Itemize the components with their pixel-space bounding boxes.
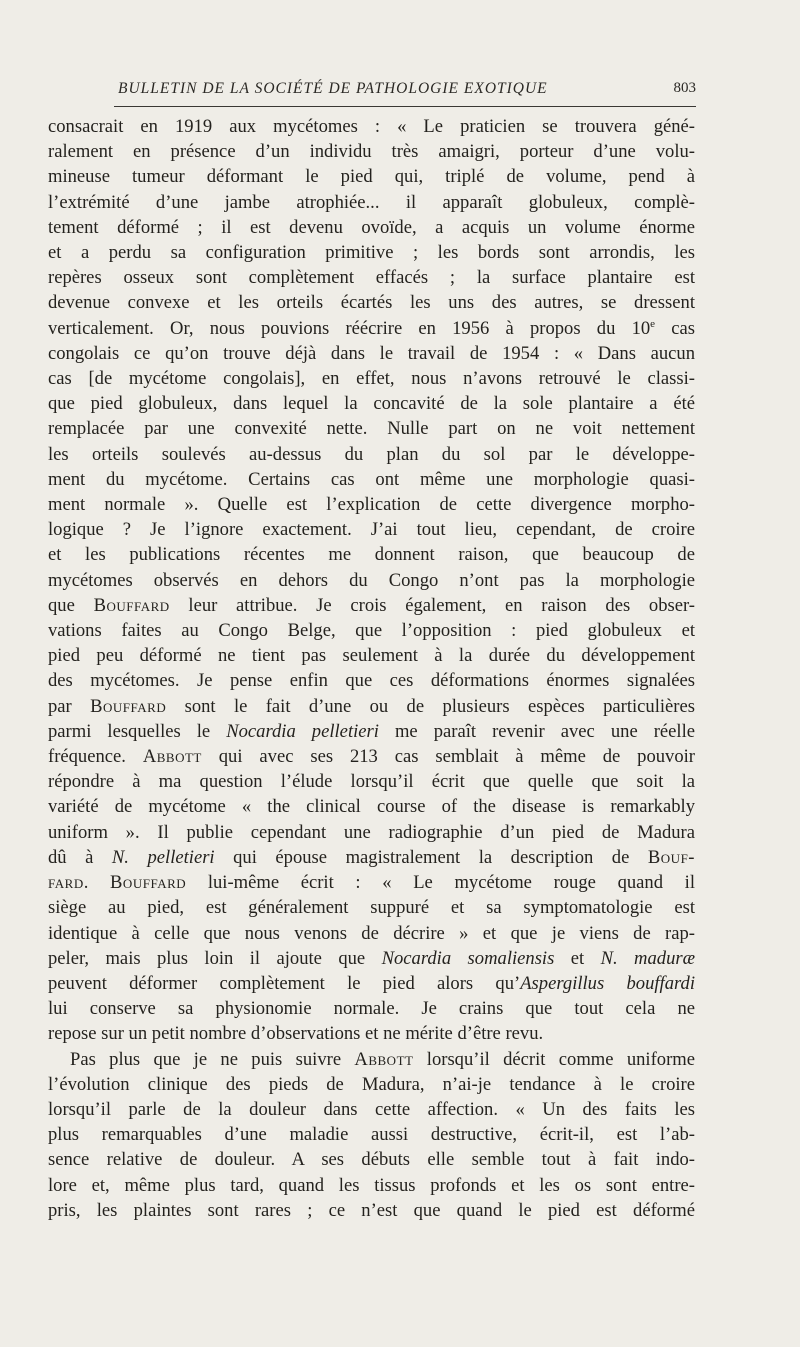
page-number: 803 [673, 80, 696, 96]
running-header [118, 76, 696, 100]
text-line: parmi lesquelles le Nocardia pelletieri me paraît revenir avec une réelle [48, 720, 696, 742]
text-line: ment normale ». Quelle est l’explication de cette divergence morpho- [48, 494, 695, 516]
text-line: verticalement. Or, nous pouvions réécrire en 1956 à propos du 10e cas [48, 317, 695, 339]
text-line: les orteils soulevés au-dessus du plan du sol par le développe- [48, 443, 695, 465]
text-line: repères osseux sont complètement effacés ; la surface plantaire est [48, 267, 695, 289]
text-line: lorsqu’il parle de la douleur dans cette affection. « Un des faits les [48, 1098, 695, 1120]
body-text [48, 114, 695, 1223]
text-line: et a perdu sa configuration primitive ; les bords sont arrondis, les [48, 242, 695, 264]
paragraph-2 [48, 1047, 695, 1223]
species-name: N. pelletieri [111, 846, 215, 868]
species-name: Nocardia pelletieri [226, 720, 379, 742]
text-line: sence relative de douleur. A ses débuts elle semble tout à fait indo- [48, 1149, 695, 1171]
text-line: identique à celle que nous venons de décrire » et que je viens de rap- [48, 922, 695, 944]
text-line: congolais ce qu’on trouve déjà dans le travail de 1954 : « Dans aucun [48, 342, 695, 364]
author-name: Bouffard [110, 872, 187, 894]
author-name: Bouf- [647, 846, 695, 868]
header-rule [114, 106, 696, 107]
text-line: devenue convexe et les orteils écartés les uns des autres, se dressent [48, 292, 695, 314]
text-line: ralement en présence d’un individu très amaigri, porteur d’une volu- [48, 141, 695, 163]
text-line: siège au pied, est généralement suppuré et sa symptomatologie est [48, 897, 695, 919]
text-line: et les publications récentes me donnent raison, que beaucoup de [48, 544, 695, 566]
text-line: remplacée par une convexité nette. Nulle part on ne voit nettement [48, 418, 695, 440]
text-line: répondre à ma question l’élude lorsqu’il écrit que quelle que soit la [48, 771, 695, 793]
text-line: consacrait en 1919 aux mycétomes : « Le praticien se trouvera géné- [48, 116, 695, 137]
text-line: ment du mycétome. Certains cas ont même une morphologie quasi- [48, 468, 695, 490]
text-line: vations faites au Congo Belge, que l’opposition : pied globuleux et [48, 620, 695, 642]
species-name: Aspergillus bouffardi [520, 972, 695, 994]
text-line: peler, mais plus loin il ajoute que Nocardia somaliensis et N. maduræ [48, 947, 696, 969]
text-line: par Bouffard sont le fait d’une ou de plusieurs espèces particulières [48, 695, 695, 717]
running-title: BULLETIN DE LA SOCIÉTÉ DE PATHOLOGIE EXOTIQUE [118, 80, 548, 97]
text-line: tement déformé ; il est devenu ovoïde, a acquis un volume énorme [48, 216, 695, 238]
species-name: Nocardia somaliensis [381, 947, 555, 969]
text-line: dû à N. pelletieri qui épouse magistralement la description de Bouf- [48, 846, 695, 868]
text-line: logique ? Je l’ignore exactement. J’ai tout lieu, cependant, de croire [48, 519, 695, 541]
text-line: que Bouffard leur attribue. Je crois également, en raison des obser- [48, 594, 695, 616]
text-line: mineuse tumeur déformant le pied qui, triplé de volume, pend à [48, 166, 695, 188]
paragraph-1 [48, 114, 695, 1047]
text-line: repose sur un petit nombre d’observations et ne mérite d’être revu. [48, 1023, 544, 1045]
author-name: Bouffard [90, 695, 167, 717]
text-line: Pas plus que je ne puis suivre Abbott lorsqu’il décrit comme uniforme [70, 1048, 695, 1070]
text-line: fréquence. Abbott qui avec ses 213 cas semblait à même de pouvoir [48, 746, 695, 768]
text-line: variété de mycétome « the clinical course of the disease is remarkably [48, 796, 695, 818]
text-line: pris, les plaintes sont rares ; ce n’est que quand le pied est déformé [48, 1199, 695, 1221]
text-line: lui conserve sa physionomie normale. Je crains que tout cela ne [48, 998, 695, 1020]
text-line: lore et, même plus tard, quand les tissus profonds et les os sont entre- [48, 1174, 695, 1196]
author-name: Abbott [354, 1048, 414, 1070]
species-name: N. maduræ [600, 947, 696, 969]
author-name: fard [48, 872, 84, 894]
text-line: pied peu déformé ne tient pas seulement à la durée du développement [48, 645, 695, 667]
text-line: des mycétomes. Je pense enfin que ces déformations énormes signalées [48, 670, 695, 692]
text-line: que pied globuleux, dans lequel la concavité de la sole plantaire a été [48, 393, 695, 415]
text-line: uniform ». Il publie cependant une radiographie d’un pied de Madura [48, 821, 695, 843]
text-line: fard. Bouffard lui-même écrit : « Le mycétome rouge quand il [48, 872, 695, 894]
text-line: l’évolution clinique des pieds de Madura, n’ai-je tendance à le croire [48, 1073, 695, 1095]
author-name: Abbott [142, 746, 202, 768]
text-line: l’extrémité d’une jambe atrophiée... il apparaît globuleux, complè- [48, 191, 695, 213]
author-name: Bouffard [93, 594, 170, 616]
text-line: peuvent déformer complètement le pied alors qu’Aspergillus bouffardi [48, 972, 695, 994]
text-line: cas [de mycétome congolais], en effet, nous n’avons retrouvé le classi- [48, 368, 695, 390]
text-line: mycétomes observés en dehors du Congo n’ont pas la morphologie [48, 569, 695, 591]
text-line: plus remarquables d’une maladie aussi destructive, écrit-il, est l’ab- [48, 1124, 695, 1146]
superscript: e [650, 317, 656, 330]
